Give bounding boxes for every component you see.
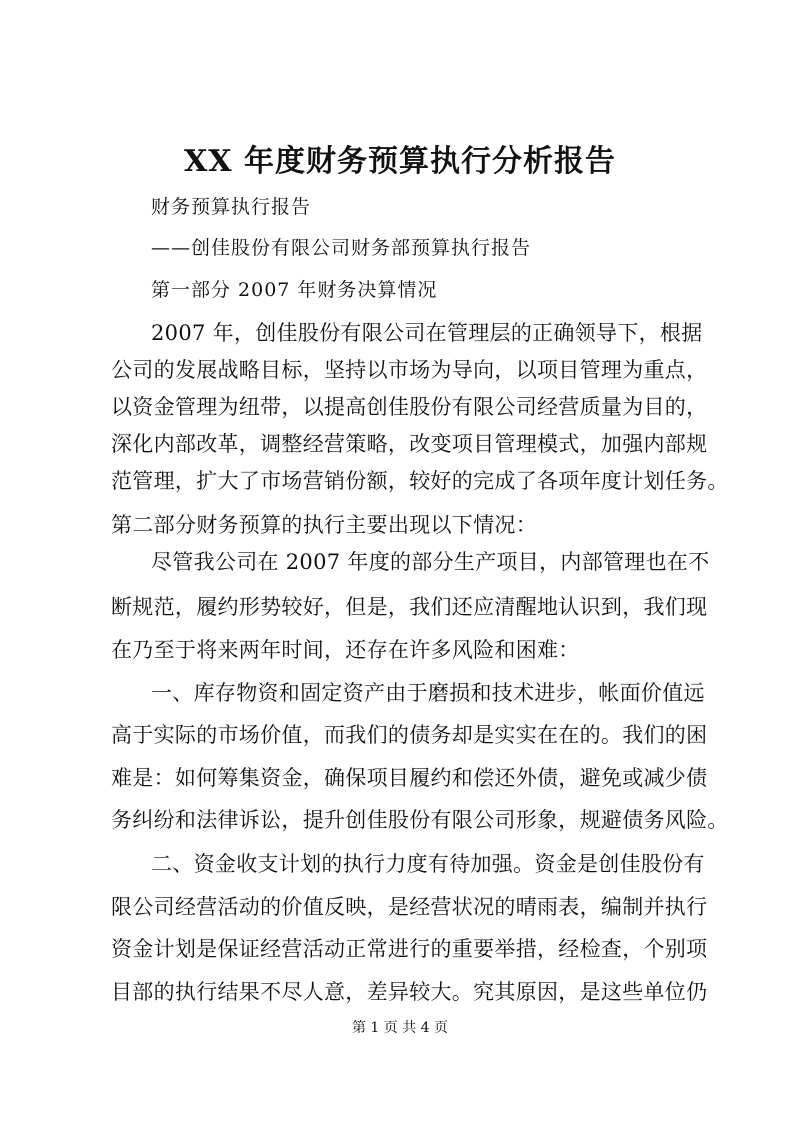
paragraph-line: 资金计划是保证经营活动正常进行的重要举措，经检查，个别项 <box>111 937 708 961</box>
paragraph-line: 断规范，履约形势较好，但是，我们还应清醒地认识到，我们现 <box>111 595 708 619</box>
paragraph-line: 二、资金收支计划的执行力度有待加强。资金是创佳股份有 <box>151 852 705 876</box>
paragraph-line: 在乃至于将来两年时间，还存在许多风险和困难： <box>111 638 580 662</box>
document-title: XX 年度财务预算执行分析报告 <box>184 144 616 179</box>
report-subtitle-company: ——创佳股份有限公司财务部预算执行报告 <box>151 237 532 259</box>
paragraph-line: 难是：如何筹集资金，确保项目履约和偿还外债，避免或减少债 <box>111 766 708 790</box>
section-heading-part-one: 第一部分 2007 年财务决算情况 <box>151 279 438 301</box>
report-subtitle: 财务预算执行报告 <box>151 196 312 218</box>
paragraph-line: 务纠纷和法律诉讼，提升创佳股份有限公司形象，规避债务风险。 <box>111 808 729 832</box>
paragraph-line: 深化内部改革，调整经营策略，改变项目管理模式，加强内部规 <box>111 432 708 456</box>
paragraph-line: 以资金管理为纽带，以提高创佳股份有限公司经营质量为目的， <box>111 395 708 419</box>
paragraph-line: 高于实际的市场价值，而我们的债务却是实实在在的。我们的困 <box>111 723 708 747</box>
section-heading-part-two: 第二部分财务预算的执行主要出现以下情况： <box>111 513 537 537</box>
paragraph-line: 范管理，扩大了市场营销份额，较好的完成了各项年度计划任务。 <box>111 469 729 493</box>
paragraph-line: 尽管我公司在 2007 年度的部分生产项目，内部管理也在不 <box>151 550 710 574</box>
paragraph-line: 公司的发展战略目标，坚持以市场为导向，以项目管理为重点， <box>111 358 708 382</box>
paragraph-line: 目部的执行结果不尽人意，差异较大。究其原因，是这些单位仍 <box>111 980 708 1004</box>
paragraph-line: 限公司经营活动的价值反映，是经营状况的晴雨表，编制并执行 <box>111 895 708 919</box>
page-number-footer: 第 1 页 共 4 页 <box>351 1020 449 1036</box>
paragraph-line: 2007 年，创佳股份有限公司在管理层的正确领导下，根据 <box>151 321 703 345</box>
paragraph-line: 一、库存物资和固定资产由于磨损和技术进步，帐面价值远 <box>151 681 705 705</box>
